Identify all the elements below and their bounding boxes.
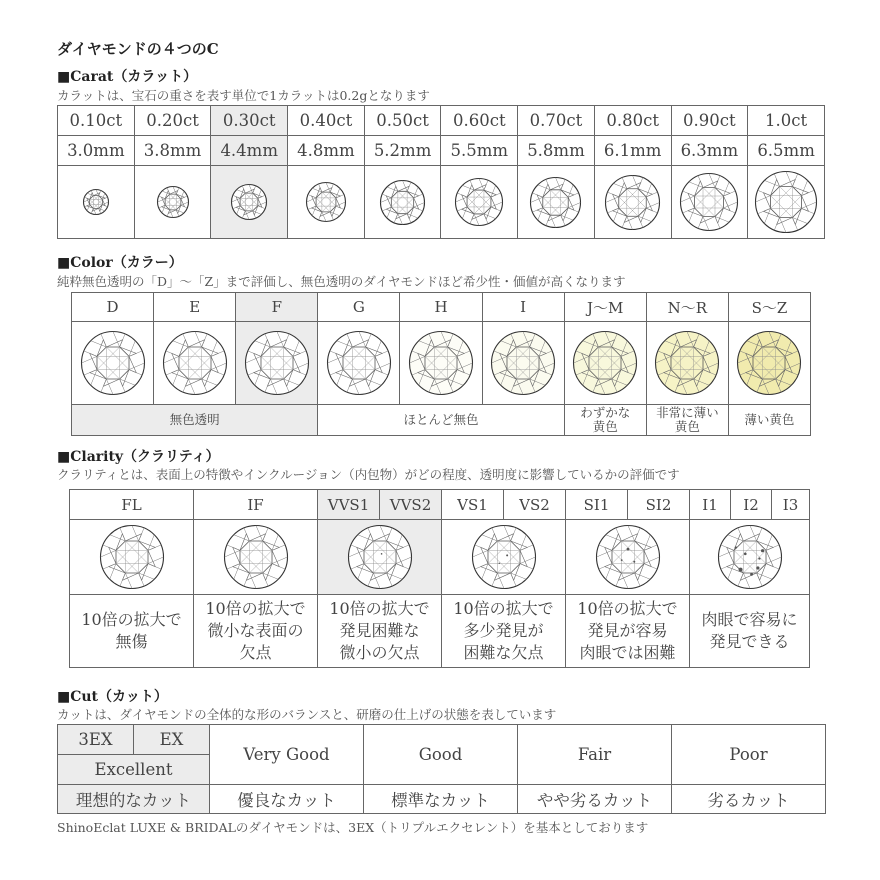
cut-table <box>57 724 826 814</box>
carat-weight-cell: 0.80ct <box>594 106 671 136</box>
cut-desc-fair: やや劣るカット <box>518 785 672 814</box>
clarity-description-cell: 10倍の拡大で 発見が容易 肉眼では困難 <box>566 595 690 668</box>
cut-grade-very-good: Very Good <box>210 725 364 785</box>
cut-desc-good: 標準なカット <box>364 785 518 814</box>
color-table <box>71 292 811 436</box>
clarity-grade-cell: VS2 <box>504 490 566 520</box>
color-description: 純粋無色透明の「D」～「Z」まで評価し、無色透明のダイヤモンドほど希少性・価値が高くなります <box>57 274 626 289</box>
color-group-label: 薄い黄色 <box>728 405 810 436</box>
cut-grade-fair: Fair <box>518 725 672 785</box>
carat-diamond-icon <box>518 166 595 239</box>
color-grade-cell: H <box>400 293 482 322</box>
cut-grade-ex: EX <box>134 725 210 755</box>
color-diamond-icon <box>564 322 646 405</box>
cut-grade-good: Good <box>364 725 518 785</box>
clarity-grade-cell: VVS2 <box>380 490 442 520</box>
cut-grade-3ex: 3EX <box>58 725 134 755</box>
carat-diamond-icon <box>364 166 441 239</box>
clarity-grade-cell: I2 <box>731 490 772 520</box>
carat-diamond-icon <box>671 166 748 239</box>
carat-size-cell: 6.5mm <box>748 136 825 166</box>
carat-size-cell: 5.2mm <box>364 136 441 166</box>
color-grade-cell: E <box>154 293 236 322</box>
color-diamond-icon <box>728 322 810 405</box>
clarity-diamond-icon <box>690 520 810 595</box>
clarity-grade-cell: VVS1 <box>318 490 380 520</box>
cut-grade-excellent: Excellent <box>58 755 210 785</box>
carat-diamond-icon <box>288 166 365 239</box>
carat-size-cell: 4.8mm <box>288 136 365 166</box>
cut-description: カットは、ダイヤモンドの全体的な形のバランスと、研磨の仕上げの状態を表しています <box>57 707 557 722</box>
clarity-heading: ■Clarity（クラリティ） <box>57 449 220 465</box>
clarity-grade-cell: IF <box>194 490 318 520</box>
color-diamond-icon <box>318 322 400 405</box>
page-title: ダイヤモンドの４つのC <box>57 40 219 58</box>
clarity-diamond-icon <box>566 520 690 595</box>
color-grade-cell: I <box>482 293 564 322</box>
carat-weight-cell: 1.0ct <box>748 106 825 136</box>
carat-description: カラットは、宝石の重さを表す単位で1カラットは0.2gとなります <box>57 88 430 103</box>
carat-diamond-icon <box>441 166 518 239</box>
color-diamond-icon <box>72 322 154 405</box>
carat-weight-cell: 0.40ct <box>288 106 365 136</box>
clarity-diamond-icon <box>70 520 194 595</box>
carat-weight-cell: 0.70ct <box>518 106 595 136</box>
clarity-diamond-icon <box>194 520 318 595</box>
carat-size-cell: 3.8mm <box>134 136 211 166</box>
color-group-label: ほとんど無色 <box>318 405 564 436</box>
color-group-label: わずかな 黄色 <box>564 405 646 436</box>
color-diamond-icon <box>482 322 564 405</box>
clarity-diamond-icon <box>442 520 566 595</box>
color-grade-cell: J～M <box>564 293 646 322</box>
clarity-description: クラリティとは、表面上の特徴やインクルージョン（内包物）がどの程度、透明度に影響しているかの評価です <box>57 467 680 482</box>
carat-size-cell: 6.3mm <box>671 136 748 166</box>
color-grade-cell: G <box>318 293 400 322</box>
carat-weight-cell: 0.20ct <box>134 106 211 136</box>
clarity-grade-cell: FL <box>70 490 194 520</box>
color-group-label: 無色透明 <box>72 405 318 436</box>
color-grade-cell: N～R <box>646 293 728 322</box>
clarity-diamond-icon <box>318 520 442 595</box>
clarity-description-cell: 10倍の拡大で 微小な表面の 欠点 <box>194 595 318 668</box>
carat-weight-cell: 0.50ct <box>364 106 441 136</box>
carat-size-cell: 4.4mm <box>211 136 288 166</box>
color-diamond-icon <box>236 322 318 405</box>
color-diamond-icon <box>646 322 728 405</box>
color-diamond-icon <box>400 322 482 405</box>
carat-weight-cell: 0.10ct <box>58 106 135 136</box>
carat-diamond-icon <box>748 166 825 239</box>
carat-size-cell: 5.8mm <box>518 136 595 166</box>
clarity-description-cell: 肉眼で容易に 発見できる <box>690 595 810 668</box>
clarity-description-cell: 10倍の拡大で 発見困難な 微小の欠点 <box>318 595 442 668</box>
color-grade-cell: S～Z <box>728 293 810 322</box>
clarity-description-cell: 10倍の拡大で 無傷 <box>70 595 194 668</box>
carat-table <box>57 105 825 239</box>
color-group-label: 非常に薄い 黄色 <box>646 405 728 436</box>
carat-diamond-icon <box>134 166 211 239</box>
cut-grade-poor: Poor <box>672 725 826 785</box>
clarity-description-cell: 10倍の拡大で 多少発見が 困難な欠点 <box>442 595 566 668</box>
cut-heading: ■Cut（カット） <box>57 689 168 705</box>
color-diamond-icon <box>154 322 236 405</box>
color-grade-cell: F <box>236 293 318 322</box>
carat-size-cell: 6.1mm <box>594 136 671 166</box>
carat-diamond-icon <box>211 166 288 239</box>
carat-heading: ■Carat（カラット） <box>57 69 198 85</box>
carat-weight-cell: 0.90ct <box>671 106 748 136</box>
carat-weight-cell: 0.30ct <box>211 106 288 136</box>
color-grade-cell: D <box>72 293 154 322</box>
clarity-grade-cell: I1 <box>690 490 731 520</box>
clarity-grade-cell: SI1 <box>566 490 628 520</box>
clarity-grade-cell: VS1 <box>442 490 504 520</box>
cut-desc-very-good: 優良なカット <box>210 785 364 814</box>
carat-diamond-icon <box>594 166 671 239</box>
carat-diamond-icon <box>58 166 135 239</box>
carat-weight-cell: 0.60ct <box>441 106 518 136</box>
clarity-grade-cell: SI2 <box>628 490 690 520</box>
cut-desc-poor: 劣るカット <box>672 785 826 814</box>
clarity-grade-cell: I3 <box>772 490 810 520</box>
footer-note: ShinoEclat LUXE & BRIDALのダイヤモンドは、3EX（トリプルエクセレント）を基本としております <box>57 820 649 835</box>
clarity-table <box>69 489 810 668</box>
cut-desc-ideal: 理想的なカット <box>58 785 210 814</box>
color-heading: ■Color（カラー） <box>57 255 183 271</box>
carat-size-cell: 5.5mm <box>441 136 518 166</box>
carat-size-cell: 3.0mm <box>58 136 135 166</box>
